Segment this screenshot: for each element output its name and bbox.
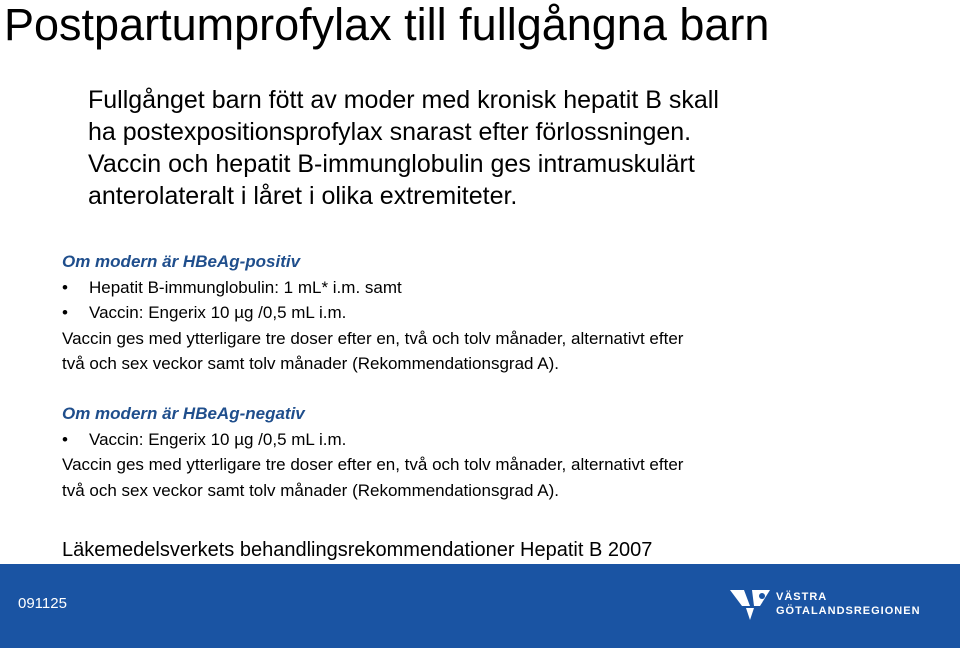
bullet-item bbox=[62, 300, 942, 326]
intro-line: ha postexpositionsprofylax snarast efter förlossningen. bbox=[88, 118, 692, 146]
slide-title: Postpartumprofylax till fullgångna barn bbox=[4, 0, 770, 50]
intro-line: Fullgånget barn fött av moder med kronisk hepatit B skall bbox=[88, 86, 719, 114]
positive-schedule-text bbox=[62, 326, 942, 377]
logo-text-line1: VÄSTRA bbox=[776, 591, 828, 603]
bullet-glyph: • bbox=[62, 429, 68, 449]
logo-text-line2: GÖTALANDSREGIONEN bbox=[776, 605, 921, 617]
negative-section bbox=[62, 401, 942, 503]
bullet-item bbox=[62, 427, 942, 453]
vastra-gotalandsregionen-logo-icon bbox=[728, 586, 772, 626]
negative-schedule-text bbox=[62, 452, 942, 503]
source-reference: Läkemedelsverkets behandlingsrekommendationer Hepatit B 2007 bbox=[62, 539, 653, 561]
text-line: två och sex veckor samt tolv månader (Rekommendationsgrad A). bbox=[62, 480, 559, 500]
bullet-item bbox=[62, 275, 942, 301]
negative-heading: Om modern är HBeAg-negativ bbox=[62, 404, 305, 423]
bullet-text: Hepatit B-immunglobulin: 1 mL* i.m. samt bbox=[89, 277, 402, 297]
bullet-text: Vaccin: Engerix 10 µg /0,5 mL i.m. bbox=[89, 303, 347, 322]
text-line: Vaccin ges med ytterligare tre doser efter en, två och tolv månader, alternativt efter bbox=[62, 328, 684, 348]
intro-paragraph bbox=[88, 84, 948, 212]
text-line: två och sex veckor samt tolv månader (Rekommendationsgrad A). bbox=[62, 354, 559, 373]
positive-heading: Om modern är HBeAg-positiv bbox=[62, 252, 301, 271]
text-line: Vaccin ges med ytterligare tre doser efter en, två och tolv månader, alternativt efter bbox=[62, 455, 684, 474]
bullet-glyph: • bbox=[62, 277, 68, 297]
organization-logo bbox=[728, 582, 928, 632]
positive-section bbox=[62, 249, 942, 377]
bullet-text: Vaccin: Engerix 10 µg /0,5 mL i.m. bbox=[89, 429, 347, 449]
intro-line: anterolateralt i låret i olika extremiteter. bbox=[88, 182, 518, 210]
footer-bar bbox=[0, 564, 960, 648]
intro-line: Vaccin och hepatit B-immunglobulin ges intramuskulärt bbox=[88, 150, 695, 178]
bullet-glyph: • bbox=[62, 303, 68, 322]
footer-date-code: 091125 bbox=[18, 595, 67, 612]
